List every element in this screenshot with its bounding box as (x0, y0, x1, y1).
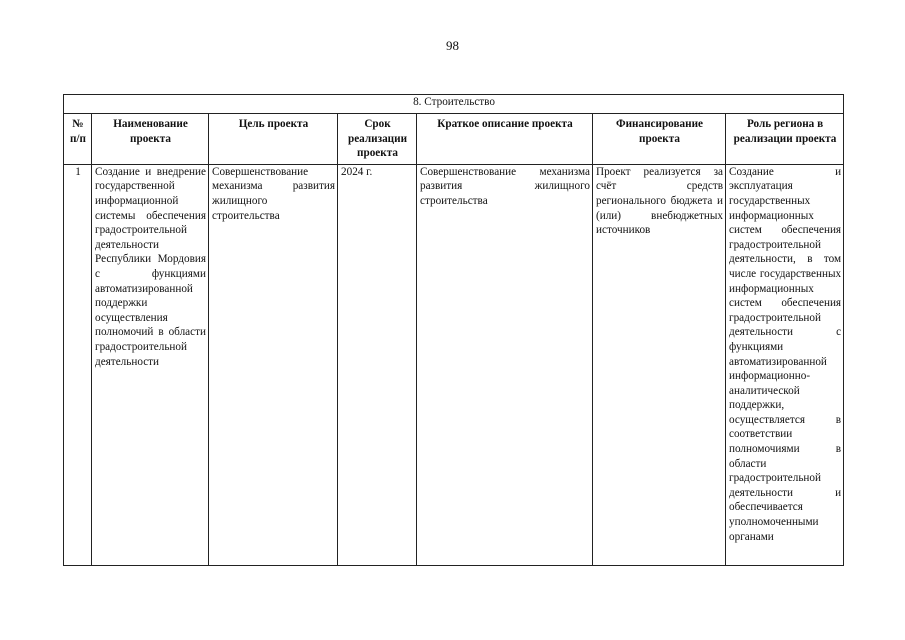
header-role: Роль региона в реализации проекта (726, 114, 844, 165)
row-goal: Совершенствование механизма развития жилищного строительства (209, 164, 338, 565)
row-term: 2024 г. (338, 164, 417, 565)
header-term: Срок реализации проекта (338, 114, 417, 165)
header-financing: Финансирование проекта (593, 114, 726, 165)
header-goal: Цель проекта (209, 114, 338, 165)
row-num: 1 (64, 164, 92, 565)
row-role: Создание и эксплуатация государственных информационных систем обеспечения градостроительной деятельности, в том числе государственных информационных систем обеспечения градостроительной деятельности с функциями автоматизированной информационно-аналитической поддержки, осуществляется в соответствии полномочиями в области градостроительной деятельности и обеспечивается уполномоченными органами (726, 164, 844, 565)
row-financing: Проект реализуется за счёт средств регионального бюджета и (или) внебюджетных источников (593, 164, 726, 565)
section-title: 8. Строительство (64, 95, 844, 114)
header-num: № п/п (64, 114, 92, 165)
page-number: 98 (446, 38, 459, 53)
project-table (63, 94, 844, 566)
table-header-row (64, 114, 844, 165)
row-description: Совершенствование механизма развития жилищного строительства (417, 164, 593, 565)
row-name: Создание и внедрение государственной информационной системы обеспечения градостроительной деятельности Республики Мордовия с функциями автоматизированной поддержки осуществления полномочий в области градостроительной деятельности (92, 164, 209, 565)
header-name: Наименование проекта (92, 114, 209, 165)
header-description: Краткое описание проекта (417, 114, 593, 165)
table-row (64, 164, 844, 565)
